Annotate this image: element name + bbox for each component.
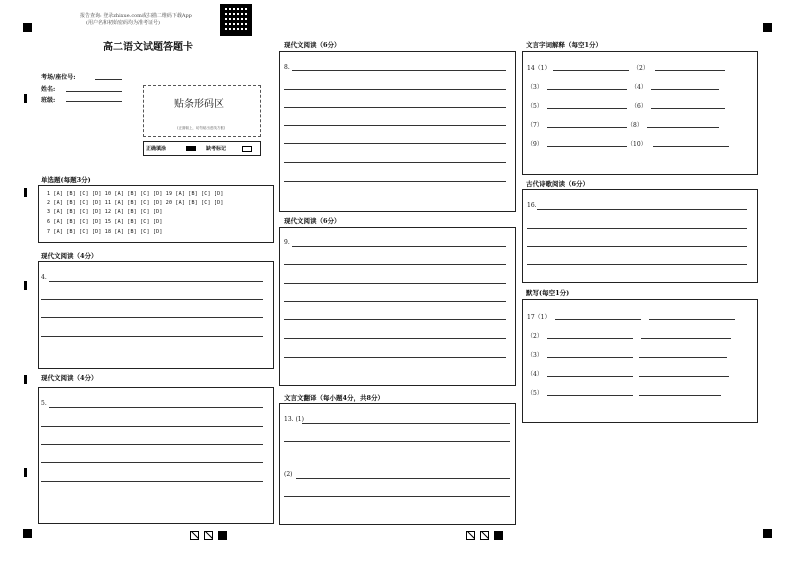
absent-mark-label: 缺考标记 xyxy=(206,146,227,152)
page-mark-icon xyxy=(204,531,213,540)
page-title: 高二语文试题答题卡 xyxy=(103,42,193,53)
barcode-title: 贴条形码区 xyxy=(174,99,224,110)
poetry-title: 古代诗歌阅读（6分） xyxy=(526,180,590,188)
q14-item-10: （10） xyxy=(627,141,647,148)
q14-item-5: （5） xyxy=(527,103,543,110)
q13-answer-box[interactable] xyxy=(279,403,516,525)
wordexp-title: 文言字词解释（每空1分） xyxy=(526,41,603,49)
mc-row[interactable]: 3 [A] [B] [C] [D] 12 [A] [B] [C] [D] xyxy=(47,209,163,215)
correct-fill-label: 正确填涂 xyxy=(146,146,167,152)
q13b-label: (2) xyxy=(284,471,293,478)
q4-answer-box[interactable] xyxy=(38,261,274,369)
class-label: 班级: xyxy=(41,97,56,104)
mc-row[interactable]: 6 [A] [B] [C] [D] 15 [A] [B] [C] [D] xyxy=(47,219,163,225)
q17-item-4: （4） xyxy=(527,371,543,378)
q8-answer-box[interactable] xyxy=(279,51,516,212)
q8-label: 8. xyxy=(284,64,290,71)
page-mark-icon xyxy=(190,531,199,540)
q14-item-4: （4） xyxy=(631,84,647,91)
q17-item-1: 17（1） xyxy=(527,314,551,321)
modern4a-title: 现代文阅读（4分） xyxy=(41,252,98,260)
q14-item-8: （8） xyxy=(627,122,643,129)
page-mark-icon xyxy=(480,531,489,540)
q14-item-9: （9） xyxy=(527,141,543,148)
corner-marker-bottom-right xyxy=(763,529,772,538)
dictation-title: 默写(每空1分) xyxy=(526,289,570,297)
mc-row[interactable]: 7 [A] [B] [C] [D] 18 [A] [B] [C] [D] xyxy=(47,229,163,235)
q13-label: 13. (1) xyxy=(284,416,304,423)
qr-code-icon xyxy=(220,4,252,36)
q9-label: 9. xyxy=(284,239,290,246)
q14-item-2: （2） xyxy=(633,65,649,72)
q17-item-2: （2） xyxy=(527,333,543,340)
modern6a-title: 现代文阅读（6分） xyxy=(284,41,341,49)
q14-answer-box[interactable] xyxy=(522,51,758,175)
edge-marker xyxy=(24,188,27,197)
q5-label: 5. xyxy=(41,400,47,407)
absent-mark-box[interactable] xyxy=(242,146,252,152)
edge-marker xyxy=(24,375,27,384)
corner-marker-bottom-left xyxy=(23,529,32,538)
mc-row[interactable]: 1 [A] [B] [C] [D] 10 [A] [B] [C] [D] 19 [A] [B] [C] [D] xyxy=(47,191,224,197)
q14-item-1: 14（1） xyxy=(527,65,551,72)
report-note: 报告查询: 登录zhixue.com或扫描二维码下载App xyxy=(80,13,192,19)
q5-answer-box[interactable] xyxy=(38,387,274,524)
q16-label: 16. xyxy=(527,202,537,209)
q14-item-3: （3） xyxy=(527,84,543,91)
q9-answer-box[interactable] xyxy=(279,227,516,386)
page-mark-icon xyxy=(466,531,475,540)
barcode-hint: (正面朝上，切勿贴出虚线方框) xyxy=(177,126,226,130)
edge-marker xyxy=(24,468,27,477)
barcode-area xyxy=(143,85,261,137)
q14-item-7: （7） xyxy=(527,122,543,129)
name-field[interactable] xyxy=(66,91,122,92)
translation-title: 文言文翻译（每小题4分，共8分） xyxy=(284,394,385,402)
q16-answer-box[interactable] xyxy=(522,189,758,283)
corner-marker-top-left xyxy=(23,23,32,32)
edge-marker xyxy=(24,94,27,103)
seat-field[interactable] xyxy=(95,79,122,80)
mc-box xyxy=(38,185,274,243)
modern4b-title: 现代文阅读（4分） xyxy=(41,374,98,382)
q4-label: 4. xyxy=(41,274,47,281)
page-mark-filled xyxy=(494,531,503,540)
corner-marker-top-right xyxy=(763,23,772,32)
page-mark-filled xyxy=(218,531,227,540)
seat-label: 考场/座位号: xyxy=(41,74,76,81)
q17-item-5: （5） xyxy=(527,390,543,397)
name-label: 姓名: xyxy=(41,86,56,93)
fill-legend xyxy=(143,141,261,156)
mc-row[interactable]: 2 [A] [B] [C] [D] 11 [A] [B] [C] [D] 20 [A] [B] [C] [D] xyxy=(47,200,224,206)
modern6b-title: 现代文阅读（6分） xyxy=(284,217,341,225)
q17-answer-box[interactable] xyxy=(522,299,758,423)
report-note-sub: (用户名和初始密码均为准考证号) xyxy=(86,20,160,26)
q14-item-6: （6） xyxy=(631,103,647,110)
edge-marker xyxy=(24,281,27,290)
correct-fill-sample xyxy=(186,146,196,151)
class-field[interactable] xyxy=(66,101,122,102)
q17-item-3: （3） xyxy=(527,352,543,359)
mc-section-title: 单选题(每题3分) xyxy=(41,176,91,184)
